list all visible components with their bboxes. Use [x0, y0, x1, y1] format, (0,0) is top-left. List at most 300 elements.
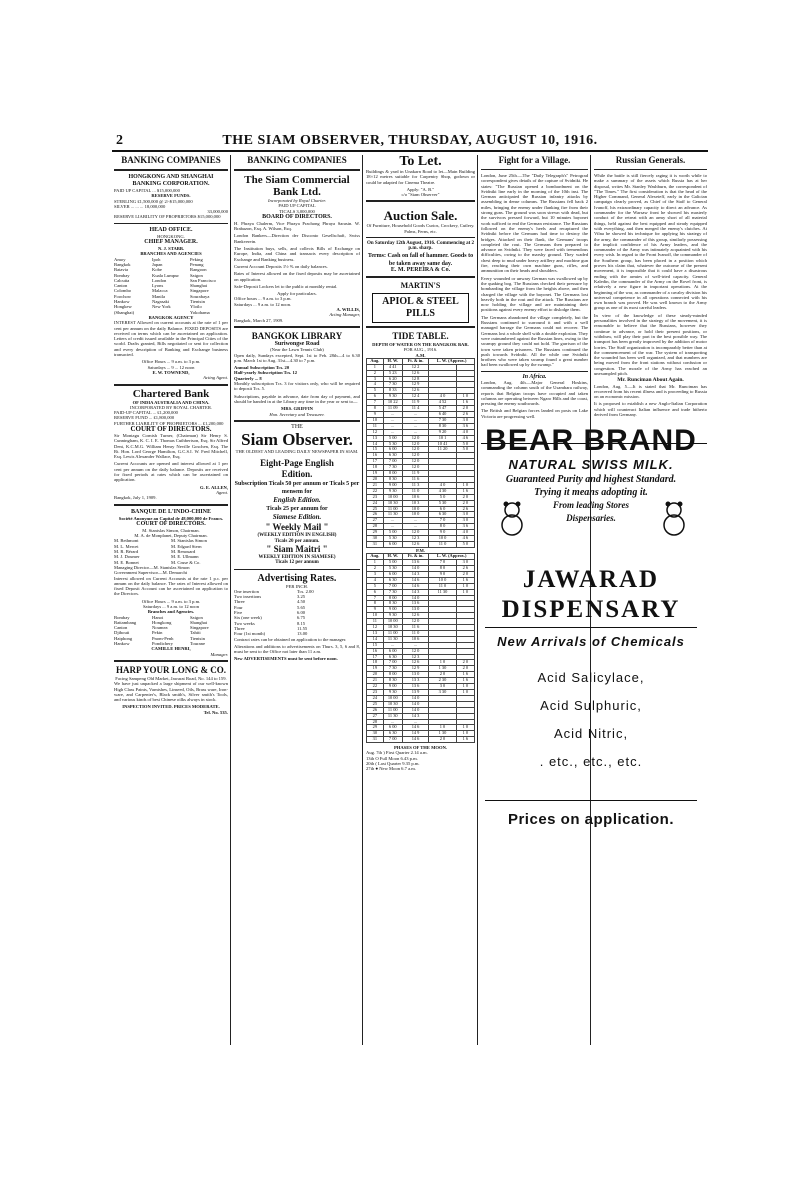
table-cell: 9 0	[429, 571, 456, 577]
table-cell: 10 0	[402, 506, 428, 512]
incorporation: Incorporated by Royal Charter.	[268, 198, 326, 203]
table-cell: 9 00	[383, 607, 402, 613]
bear-brand-advert	[485, 425, 697, 540]
table-cell: 11 09	[383, 406, 402, 412]
bear-icon	[657, 500, 691, 536]
divider	[234, 420, 360, 422]
list-cell: Hongkew	[114, 304, 132, 310]
table-cell: 10 22	[383, 400, 402, 406]
date-line: Bangkok, March 27, 1909.	[234, 317, 284, 323]
table-cell: ...	[402, 518, 428, 524]
siam-maitri: " Siam Maitri "	[266, 543, 328, 554]
bear-brand-line: Dispensaries.	[566, 513, 616, 523]
table-cell: 2	[367, 565, 384, 571]
safe-deposit: Safe-Deposit Lockers let to the public at monthly rental.	[234, 283, 338, 289]
list-cell: Batavia	[114, 267, 129, 273]
list-item	[234, 631, 360, 636]
bear-brand-title: BEAR BRAND	[485, 424, 697, 457]
masthead	[112, 133, 708, 149]
table-cell: 7 00	[383, 737, 402, 743]
table-cell: 8 30	[429, 423, 457, 429]
table-cell: 8	[367, 601, 384, 607]
table-cell: 6 00	[383, 447, 402, 453]
apiol-pills-advert: APIOL & STEEL PILLS	[372, 293, 469, 323]
list-cell: Five	[234, 610, 243, 616]
deputy-chairman: M. A. de Monplanet, Deputy Chairman.	[134, 533, 208, 539]
to-let-heading: To Let.	[399, 155, 442, 169]
manager-title: Acting Manager,	[329, 312, 360, 318]
table-cell: 14 0	[402, 695, 428, 701]
jawarad-dispensary-advert	[485, 565, 697, 900]
list-cell: Six (one week)	[234, 615, 262, 621]
list-cell: 4.50	[297, 599, 306, 605]
masthead-title: THE SIAM OBSERVER, THURSDAY, AUGUST 10, 1916.	[222, 133, 598, 148]
table-cell: 4 0	[456, 429, 474, 435]
table-cell: 3 30	[429, 690, 456, 696]
table-cell: 5 30	[429, 500, 457, 506]
divider	[481, 371, 588, 372]
table-cell: 11 6	[402, 476, 428, 482]
list-cell: M. E. Bonnet	[114, 559, 139, 565]
table-cell: 14 3	[402, 571, 428, 577]
head-office-heading: HEAD OFFICE.	[149, 226, 193, 233]
table-cell: 23	[367, 494, 384, 500]
table-cell: 13 6	[402, 601, 428, 607]
table-cell: 11 3	[402, 482, 428, 488]
table-cell: 2 0	[456, 660, 474, 666]
table-cell: 8 33	[383, 388, 402, 394]
divider	[114, 223, 228, 224]
table-cell: 5 00	[383, 560, 402, 566]
table-cell: 28	[367, 719, 384, 725]
table-cell: 4	[367, 382, 384, 388]
list-cell: Kobe	[152, 267, 162, 273]
table-header: Aug.	[367, 358, 384, 364]
table-cell: 5 0	[456, 447, 474, 453]
table-cell: 5 0	[456, 541, 474, 547]
table-cell: 1 0	[456, 690, 474, 696]
table-cell: 12 0	[402, 459, 428, 465]
table-cell: 7 30	[383, 589, 402, 595]
table-cell: 13 6	[402, 684, 428, 690]
moon-phase: 13th O Full Moon 6.43 p.m.	[366, 755, 418, 761]
table-cell: 2 0	[456, 494, 474, 500]
table-cell: 11 0	[402, 488, 428, 494]
table-cell: 14 6	[402, 725, 428, 731]
table-cell: 10 3	[402, 500, 428, 506]
office-hours: Office hours ... 9 a.m. to 3 p.m.	[234, 296, 292, 302]
table-cell: 7	[367, 400, 384, 406]
table-cell: 9 30	[383, 613, 402, 619]
list-cell: Djibouti	[114, 630, 130, 636]
table-header: L. W. (Approx.)	[429, 358, 475, 364]
managing-director: Managing Director—M. Stanislas Simon	[114, 564, 190, 570]
table-cell: 29	[367, 530, 384, 536]
observer-logo: Siam Observer.	[241, 430, 353, 450]
tide-table-month: FOR AUG., 1916.	[403, 347, 438, 353]
table-cell: 7	[367, 595, 384, 601]
to-let-text: Buildings & yard in Unakarn Road to let—Main Building 18×12 metres suitable for Carpentry Shop, godown or could be adapted for Cinema Theatre.	[366, 169, 475, 185]
table-cell: 11 9	[402, 471, 428, 477]
list-cell: Four	[234, 604, 243, 610]
list-cell: M. E. Ullmann	[171, 554, 199, 560]
table-cell: 11 30	[383, 636, 402, 642]
jawarad-arrivals: New Arrivals of Chemicals	[497, 634, 685, 649]
list-cell: Foochow	[114, 293, 132, 299]
table-cell: ...	[402, 423, 428, 429]
siam-maitri-price: Ticals 12 per annum	[275, 560, 319, 566]
list-cell: Saigon	[190, 272, 203, 278]
table-cell: 30	[367, 536, 384, 542]
list-cell: Tcs. 2.00	[297, 588, 314, 594]
list-cell: Noumea	[152, 625, 168, 631]
table-cell: 2 0	[456, 666, 474, 672]
table-cell: 10 30	[383, 625, 402, 631]
reserve-total: 33,000,000	[207, 209, 228, 215]
table-cell: ...	[402, 524, 428, 530]
table-cell: 5 47	[429, 406, 457, 412]
annual-subscription: Annual Subscription Tcs. 20	[234, 365, 290, 371]
table-cell: 7 30	[383, 666, 402, 672]
table-cell: 29	[367, 725, 384, 731]
table-cell: ...	[383, 417, 402, 423]
agency-text: INTEREST Allowed on current accounts at the rate of 1 per cent per annum on the daily Balance. FIXED DEPOSITS are received on terms which can be ascertained on application. Letters of credit issued available in the Principal Cities of the world. Drafts granted, Bills negotiated or sent for collection and every description of Banking and Exchange business transacted.	[114, 320, 228, 358]
table-cell: 12 0	[402, 435, 428, 441]
table-cell: 12 8	[402, 376, 428, 382]
auction-terms: Terms: Cash on fall of hammer. Goods to be taken away same day.	[367, 252, 474, 267]
table-cell: 1	[367, 560, 384, 566]
manager-name: A. WILLIS,	[336, 307, 360, 313]
list-cell: M. Cruse & Co.	[171, 559, 201, 565]
column-header: BANKING COMPANIES	[121, 155, 221, 165]
column-war-news	[481, 155, 588, 445]
table-cell: 30	[367, 731, 384, 737]
list-cell: New York	[152, 304, 171, 310]
table-cell: 10 6	[402, 494, 428, 500]
directors-list	[114, 538, 228, 564]
table-cell: 3 0	[456, 560, 474, 566]
article-paragraph: In view of the knowledge of these steady-minded personalities involved in the strategy of the movement, it is reasonable to believe that the Russians, however they continue to advance, or hold their present positions, or withdraw, will play their part in the best possible way. The transport has been greatly improved by the addition of motor lorries. The Staff organization is incomparably better than at the commencement of the war. The system of transporting the wounded has been well organized, and that numbers are being moved from the front stations without confusion or congestion. The morale of the Army has reached an unexampled pitch.	[594, 312, 707, 376]
table-cell: 7 30	[429, 417, 457, 423]
table-cell: 26	[367, 512, 384, 518]
list-cell: Pondichery	[152, 641, 173, 647]
list-cell: London	[152, 277, 167, 283]
apply-care-of: c/o "Siam Observer"	[401, 192, 440, 198]
table-cell: 28	[367, 524, 384, 530]
list-cell: Hanoi	[152, 614, 164, 620]
table-cell: 12	[367, 625, 384, 631]
table-cell: 1 0	[456, 684, 474, 690]
column-russian-generals	[594, 155, 707, 445]
list-cell: One insertion	[234, 588, 259, 594]
table-cell: 5 23	[383, 370, 402, 376]
divider	[114, 384, 228, 386]
table-cell: 6 0	[429, 506, 457, 512]
table-cell: 5 0	[429, 494, 457, 500]
table-cell: 5 00	[383, 530, 402, 536]
table-cell: 10 30	[383, 500, 402, 506]
table-cell: 6 30	[383, 577, 402, 583]
table-cell: 20	[367, 476, 384, 482]
article-paragraph: It is proposed to establish a new Anglo-Italian Corporation which will counteract Italian influence and trade hitherto derived from Germany.	[594, 401, 707, 418]
table-cell: 11 30	[383, 512, 402, 518]
table-cell: 1 0	[456, 583, 474, 589]
table-cell: 17	[367, 654, 384, 660]
paid-up-capital: PAID UP CAPITAL ... $15,000,000	[114, 188, 180, 193]
article-subheadline: Mr. Runciman About Again.	[617, 377, 684, 384]
table-cell: 12 0	[402, 619, 428, 625]
moon-phase: Aug. 7th ) First Quarter 2.14 a.m.	[366, 750, 428, 756]
list-cell: M. J. Doumer	[114, 554, 140, 560]
weekly-mail-price: Ticals 20 per annum.	[274, 538, 320, 544]
table-cell: 13	[367, 435, 384, 441]
table-cell: 14 3	[402, 589, 428, 595]
office-hours: Office Hours ... 9 a.m. to 3 p.m.	[141, 359, 201, 365]
table-cell: 3	[367, 376, 384, 382]
list-cell: Three	[234, 625, 245, 631]
table-cell: 1	[367, 364, 384, 370]
advert-address: Facing Sampeng Old Market, Jawarat Road, No. 144 to 159.	[115, 675, 227, 681]
list-cell: Tientsin	[190, 635, 205, 641]
list-cell: Lyons	[152, 283, 164, 289]
table-cell: 1 0	[456, 482, 474, 488]
table-cell: 2 0	[456, 500, 474, 506]
table-cell: ...	[402, 642, 428, 648]
advert-text: We have just unpacked a large shipment of our well-known High Class Paints, Varnishes, Linseed, Oils, Brass ware, Iron-ware, and Carpenter's, Black smith's, Silver smith's Tools, and various kinds of best Chinese oilks always in stock.	[114, 681, 228, 703]
table-cell: 7 00	[383, 459, 402, 465]
tide-table-am	[366, 358, 475, 548]
table-cell: 31	[367, 737, 384, 743]
table-cell: 12 0	[402, 648, 428, 654]
table-cell: 8 00	[383, 595, 402, 601]
table-cell: 11	[367, 619, 384, 625]
table-header: Ft. & in.	[402, 554, 428, 560]
table-cell: 6 00	[383, 541, 402, 547]
bank-name: HONGKONG AND SHANGHAI BANKING CORPORATION.	[128, 174, 214, 187]
list-cell: M. Edgard Stern	[171, 543, 202, 549]
eight-page-heading: Eight-Page English	[260, 458, 334, 469]
library-near: (Near the Lawn Tennis Club)	[270, 347, 324, 353]
table-cell: 13 0	[402, 607, 428, 613]
list-cell: (Shanghai)	[114, 309, 135, 315]
table-cell: 4 0	[456, 530, 474, 536]
table-cell: 6 00	[383, 571, 402, 577]
table-cell: 5 00	[383, 435, 402, 441]
subscription-text: Subscription Ticals 50 per annum or Ticals 5 per mensem for	[234, 481, 360, 496]
table-cell: 8 0	[429, 524, 457, 530]
table-cell: 12 0	[402, 465, 428, 471]
divider	[366, 276, 475, 278]
table-cell: 10 30	[383, 701, 402, 707]
column-rule	[362, 155, 363, 1045]
auction-text: Of Furniture, Household Goods Curios, Crockery, Cutlery. Palms, Ferns, etc.	[366, 223, 475, 234]
table-cell: 19	[367, 471, 384, 477]
divider	[234, 169, 360, 171]
divider	[485, 800, 697, 801]
library-title: BANGKOK LIBRARY	[251, 330, 343, 341]
table-cell: 11 9	[402, 400, 428, 406]
head-office-city: HONGKONG.	[157, 233, 185, 239]
table-cell: 7 30	[383, 465, 402, 471]
siam-maitri-sub: WEEKLY EDITION IN SIAMESE)	[258, 554, 336, 560]
table-cell: 5	[367, 583, 384, 589]
reserve-liability: RESERVE LIABILITY OF PROPRIETORS $15,000,000	[114, 214, 221, 220]
table-cell: 11	[367, 423, 384, 429]
list-cell: 13.00	[297, 631, 308, 637]
list-cell: Hankow	[114, 299, 130, 305]
divider	[366, 237, 475, 238]
table-cell: 1 30	[429, 731, 456, 737]
advertising-heading: Advertising Rates.	[257, 572, 337, 584]
table-cell: 11 0	[429, 541, 457, 547]
table-cell: 4	[367, 577, 384, 583]
interest-text: Interest allowed on Current Accounts at the rate 1 p.c. per annum on the daily balance. The rates of Interest allowed on fixed Deposit Account can be ascertained on application to the Directors.	[114, 575, 228, 597]
list-cell: M. R. Bérard	[114, 549, 139, 555]
table-cell: 8 0	[429, 565, 456, 571]
table-cell: 12 4	[402, 394, 428, 400]
am-heading: A.M.	[415, 352, 426, 358]
manager-name: CAMILLE HENRI,	[151, 646, 191, 652]
article-paragraph: London, Aug. 5.—It is stated that Mr. Runciman has recovered from his recent illness and is proceeding to Russia on an economic mission.	[594, 383, 707, 400]
column-rule	[230, 155, 231, 1045]
table-cell: 2 30	[429, 678, 456, 684]
table-cell: 10 00	[383, 695, 402, 701]
table-cell: 3 0	[456, 512, 474, 518]
table-cell: 12 0	[402, 441, 428, 447]
table-cell: 6 30	[383, 654, 402, 660]
moon-phases	[366, 750, 475, 771]
list-cell: Kuala Lumpur	[152, 272, 179, 278]
advert-telephone: Tel. No. 535.	[203, 709, 228, 715]
table-cell: 12 0	[402, 530, 428, 536]
table-cell: 11 30	[429, 589, 456, 595]
table-cell: 9 30	[383, 394, 402, 400]
list-cell: Pnom-Penh	[152, 635, 174, 641]
table-cell: 13 3	[402, 678, 428, 684]
secretary-title: Hon. Secretary and Treasurer.	[269, 411, 325, 417]
column-adverts	[366, 155, 475, 1045]
court-heading: COURT OF DIRECTORS.	[136, 520, 206, 527]
english-edition: English Edition.	[273, 496, 321, 505]
table-cell: 8 00	[383, 672, 402, 678]
table-cell: 10 0	[429, 577, 456, 583]
list-cell: Peking	[190, 256, 203, 262]
table-cell: 12 9	[402, 382, 428, 388]
weekly-mail-sub: (WEEKLY EDITION IN ENGLISH)	[257, 533, 337, 539]
table-cell: 9 30	[383, 488, 402, 494]
table-cell: 12 0	[402, 447, 428, 453]
table-cell: 9 20	[429, 429, 457, 435]
table-cell: 8 00	[383, 471, 402, 477]
list-cell: Hankow	[114, 641, 130, 647]
bear-brand-subtitle: NATURAL SWISS MILK.	[508, 457, 674, 472]
table-cell: 11 30	[383, 713, 402, 719]
table-cell: ...	[383, 642, 402, 648]
jawarad-prices: Prices on application.	[507, 811, 675, 828]
table-cell: 2 0	[456, 406, 474, 412]
table-cell: 1 0	[456, 725, 474, 731]
table-cell: 14 0	[402, 707, 428, 713]
list-cell: Colombo	[114, 288, 132, 294]
chemical-item: Acid Nitric,	[553, 726, 629, 741]
advert-title: HARP YOUR LONG & CO.	[116, 664, 226, 675]
list-cell: M. Renouard	[171, 549, 196, 555]
quarterly-subscription: Quarterly ... 8	[234, 375, 262, 381]
table-cell: 14 9	[402, 731, 428, 737]
list-cell: Saigon	[190, 614, 203, 620]
table-cell: 8	[367, 406, 384, 412]
half-year-subscription: Half-yearly Subscription Tcs. 12	[234, 370, 298, 376]
agent-name: E. W. TOWNEND,	[152, 369, 190, 375]
table-cell: 6 30	[383, 731, 402, 737]
table-cell: 5 30	[383, 565, 402, 571]
incorporation: INCORPORATED BY ROYAL CHARTER.	[129, 404, 213, 410]
advert-inspection: INSPECTION INVITED. PRICES MODERATE.	[122, 704, 220, 710]
saturday-hours: Saturdays ... 9 ... 12 noon	[147, 364, 195, 370]
table-cell: 12 0	[402, 453, 428, 459]
divider	[481, 169, 588, 170]
list-cell: Bangkok	[114, 261, 131, 267]
chief-manager-name: N. J. STABB.	[157, 246, 185, 252]
payable-text: Subscriptions, payable in advance, date from day of payment, and should be handed in at the Library any time in the year or sent to—	[234, 393, 360, 404]
list-cell: Malacca	[152, 288, 168, 294]
table-cell: 6 00	[383, 648, 402, 654]
masthead-rule	[112, 150, 708, 152]
table-cell: 3 0	[456, 417, 474, 423]
page-number: 2	[116, 133, 124, 148]
article-paragraph: While the battle is still fiercely raging it is worth while to make a summary of the assets which Russia has at her disposal, writes Mr. Stanley Washburn, the correspondent of "The Times." The first consideration is that the head of the Higher Command, General Alexeieff, early in the Galician campaign clearly proved, as Chief of the Staff to General Ivanoff, his extraordinary capacity to direct an advance. As commander for the Warsaw front he showed his masterly conduct of the retreat with an army short of all material things, held against the best equipped and steady equipped with everything, and then merged the enemy's clutches. At Vilna he showed his technique for applying his strategy of the army, the commander of this group, similarly possessing the implicit confidence of his Army leaders, and the commander of the Army was intimately acquainted with his every wish. In regard to the Front Ivanoff, the commander of the Southern group, has been placed in a position which proves his claim that, whatever the outcome of the present movement, it is impossible that it could have a disastrous ending with the armies of well-tried capacity. General Kaledin, the commander of the Army on the Rovel front, is relatively a new figure in important operations. At the beginning of the war, as commander of a cavalry division his universal competence in all operations connected with his own branch was proved. He was well known to the Army group as one of its most careful leaders.	[594, 173, 707, 311]
table-cell: 2 0	[429, 737, 456, 743]
list-cell: Two weeks	[234, 620, 255, 626]
divider	[234, 326, 360, 328]
table-cell: ...	[383, 524, 402, 530]
silver-reserve: SILVER ... ... ... 18,000,000	[114, 203, 166, 209]
table-cell: 6 20	[383, 376, 402, 382]
column-banking-2	[234, 155, 360, 1045]
table-cell: 3	[367, 571, 384, 577]
divider	[485, 627, 697, 628]
table-cell: 8 30	[383, 678, 402, 684]
list-cell: 11.55	[297, 625, 308, 631]
table-cell: 3 6	[456, 423, 474, 429]
table-cell: 9 00	[383, 482, 402, 488]
branches-list	[114, 257, 228, 315]
table-cell: 6	[367, 589, 384, 595]
london-bankers: London Bankers—Direction der Disconto Gesellschaft, Swiss Bankverein.	[234, 233, 360, 244]
table-cell: 1 0	[456, 394, 474, 400]
table-cell: 27	[367, 518, 384, 524]
divider	[114, 660, 228, 662]
secretary-name: MRS. GRIFFIN	[281, 406, 313, 412]
column-rule	[477, 155, 478, 1045]
table-cell: 4 6	[456, 536, 474, 542]
article-paragraph: The Germans abandoned the village completely, but the Russians continued to surround it and with a well managed barrage the Germans could not recover. The Germans lost a whole shell with a double explosion. They were outnumbered against the Russian lines, owing to the swampy ground they could not hold. The garrison of the town were taken prisoners. The Russians continued the push towards Svidniki. All the while one Svidniki brothers who were taken swamp found a great number had been swallowed up by the swamp."	[481, 314, 588, 368]
table-cell: 24	[367, 500, 384, 506]
rates-text: Rates of Interest allowed on the fixed deposits may be ascertained on application.	[234, 271, 360, 282]
martins-brand: MARTIN'S	[400, 280, 441, 290]
tide-table-pm	[366, 553, 475, 743]
table-cell: 10 41	[429, 441, 457, 447]
table-cell: 9	[367, 412, 384, 418]
saturday-hours: Saturdays ... 9 a.m. to 12 noon	[142, 604, 199, 609]
table-cell: 15	[367, 447, 384, 453]
table-cell: 7 0	[429, 560, 456, 566]
jawarad-title: JAWARAD DISPENSARY	[501, 566, 681, 623]
table-cell: 12 6	[402, 660, 428, 666]
table-cell: 18	[367, 465, 384, 471]
article-headline: Russian Generals.	[615, 155, 686, 165]
moon-phases-heading: PHASES OF THE MOON.	[393, 745, 448, 751]
